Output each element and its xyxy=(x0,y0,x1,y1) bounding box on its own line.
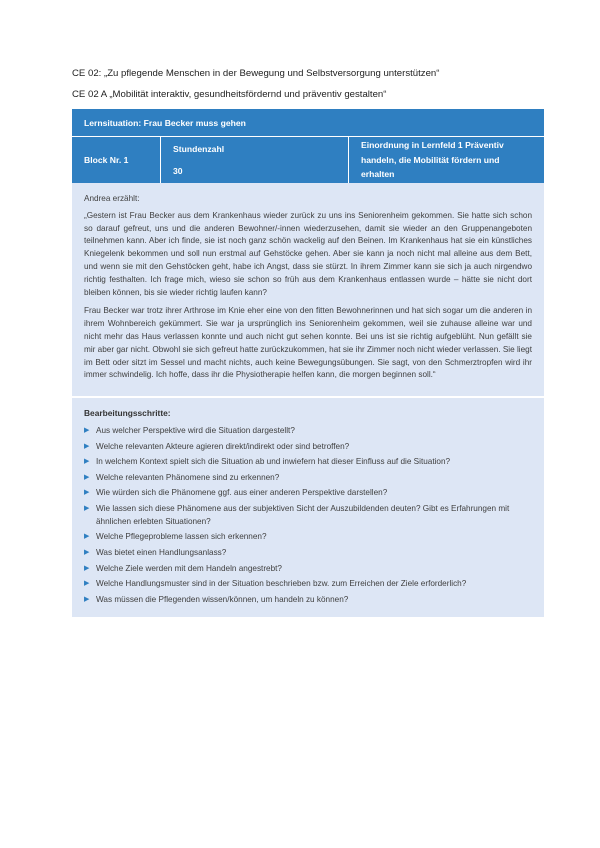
triangle-right-icon: ▶ xyxy=(84,504,90,512)
list-item: ▶ Wie würden sich die Phänomene ggf. aus einer anderen Perspektive darstellen? xyxy=(84,487,532,500)
list-item: ▶ Welche relevanten Phänomene sind zu erkennen? xyxy=(84,472,532,485)
work-steps-title: Bearbeitungsschritte: xyxy=(84,408,171,419)
list-item: ▶ In welchem Kontext spielt sich die Situation ab und inwiefern hat dieser Einfluss auf die Situation? xyxy=(84,456,532,469)
triangle-right-icon: ▶ xyxy=(84,580,90,588)
work-steps-list xyxy=(84,425,532,607)
list-item: ▶ Welche relevanten Akteure agieren direkt/indirekt oder sind betroffen? xyxy=(84,441,532,454)
list-item: ▶ Was müssen die Pflegenden wissen/können, um handeln zu können? xyxy=(84,594,532,607)
hours-value: 30 xyxy=(173,166,183,176)
triangle-right-icon: ▶ xyxy=(84,458,90,466)
triangle-right-icon: ▶ xyxy=(84,426,90,434)
hours-cell xyxy=(160,137,348,183)
curriculum-subunit-heading: CE 02 A „Mobilität interaktiv, gesundheitsfördernd und präventiv gestalten“ xyxy=(72,89,387,100)
block-number: Block Nr. 1 xyxy=(84,155,129,165)
triangle-right-icon: ▶ xyxy=(84,533,90,541)
hours-label: Stundenzahl xyxy=(173,144,225,154)
list-item: ▶ Welche Pflegeprobleme lassen sich erkennen? xyxy=(84,531,532,544)
narrative-paragraph: Frau Becker war trotz ihrer Arthrose im Knie eher eine von den fitten Bewohnerinnen und hat sich sogar um die anderen in ihrem Wohnbereich gekümmert. Sie war ja ursprünglich ins Seniorenheim gekommen, weil sie zuhause alleine war und nicht mehr das Haus verlassen konnte und auch nicht gut sehen konnte. Bei uns ist sie richtig aufgeblüht. Nun gefällt sie mir aber gar nicht. Obwohl sie sich gefreut hatte zurückzukommen, hat sie ihr Zimmer noch nicht wieder verlassen. Sie liegt im Bett oder sitzt im Sessel und macht nichts, auch keine Bewegungsübungen. Sie sagt, von den Schmerztropfen wird ihr immer schwindelig. Ich hoffe, dass ihr die Physiotherapie helfen kann, die morgen beginnen soll.“ xyxy=(84,306,532,380)
triangle-right-icon: ▶ xyxy=(84,473,90,481)
list-item: ▶ Was bietet einen Handlungsanlass? xyxy=(84,547,532,560)
list-item: ▶ Welche Ziele werden mit dem Handeln angestrebt? xyxy=(84,563,532,576)
learning-situation-card xyxy=(72,109,544,617)
learning-field-assignment: Einordnung in Lernfeld 1 Präventiv handeln, die Mobilität fördern und erhalten xyxy=(348,137,544,183)
list-item: ▶ Aus welcher Perspektive wird die Situation dargestellt? xyxy=(84,425,532,438)
triangle-right-icon: ▶ xyxy=(84,489,90,497)
triangle-right-icon: ▶ xyxy=(84,548,90,556)
triangle-right-icon: ▶ xyxy=(84,595,90,603)
list-item: ▶ Wie lassen sich diese Phänomene aus der subjektiven Sicht der Auszubildenden deuten? Gibt es Erfahrungen mit ähnlichen erlebten Situationen? xyxy=(84,503,532,529)
list-item: ▶ Welche Handlungsmuster sind in der Situation beschrieben bzw. zum Erreichen der Ziele erforderlich? xyxy=(84,578,532,591)
block-info-row xyxy=(72,137,544,183)
narrative-intro: Andrea erzählt: xyxy=(84,194,140,203)
learning-situation-title: Lernsituation: Frau Becker muss gehen xyxy=(72,109,544,137)
narrative-paragraph: „Gestern ist Frau Becker aus dem Krankenhaus wieder zurück zu uns ins Seniorenheim gekommen. Sie hatte sich schon so darauf gefreut, uns und die anderen Bewohner/-innen wiederzusehen, damit sie wieder an den Gruppenangeboten teilnehmen kann. Aber ich finde, sie ist noch ganz schön wackelig auf den Beinen. Im Krankenhaus hat sie ein künstliches Kniegelenk bekommen und soll nun erstmal auf Gehstöcke gehen. Aber sie kann ja noch nicht mal alleine aus dem Bett, und wenn sie mit den Gehstöcken geht, habe ich Angst, dass sie stürzt. In ihrem Zimmer kann sie sich ja auch nirgendwo richtig festhalten. Ich frage mich, wieso sie schon so früh aus dem Krankenhaus entlassen wurde – hätte sie nicht dort bleiben können, bis sie wieder richtig laufen kann? xyxy=(84,210,532,297)
triangle-right-icon: ▶ xyxy=(84,442,90,450)
triangle-right-icon: ▶ xyxy=(84,564,90,572)
curriculum-unit-heading: CE 02: „Zu pflegende Menschen in der Bewegung und Selbstversorgung unterstützen“ xyxy=(72,68,440,79)
work-steps-section xyxy=(72,398,544,617)
situation-narrative xyxy=(72,183,544,396)
